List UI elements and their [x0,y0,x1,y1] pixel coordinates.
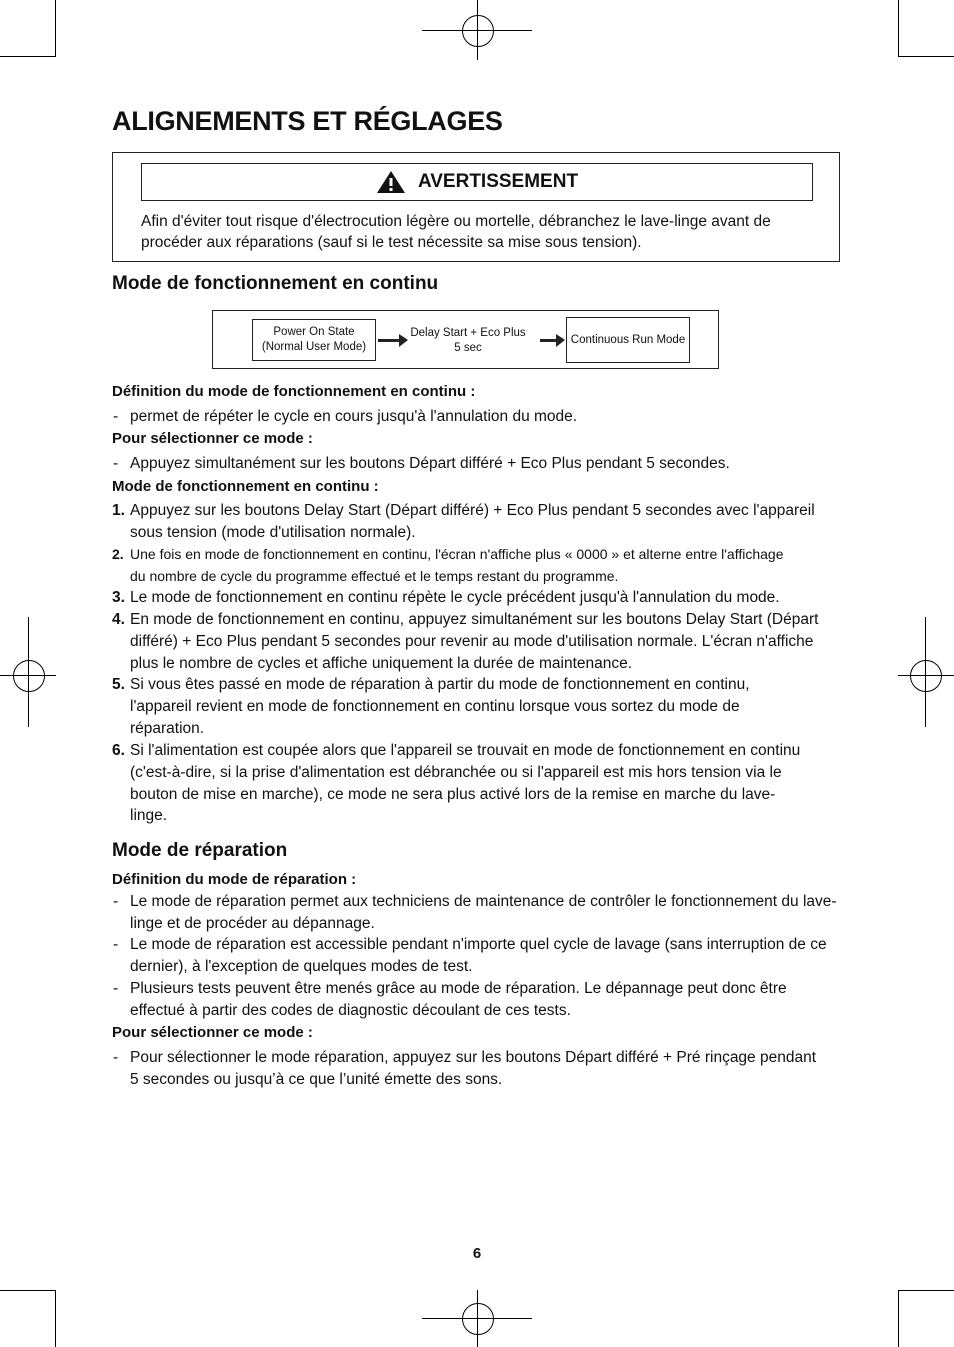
warning-header [141,163,813,201]
crop-mark [55,1290,56,1347]
step-item: 6. Si l'alimentation est coupée alors que l'appareil se trouvait en mode de fonctionnement en continu (c'est-à-dire, si la prise d'alimentation est débranchée ou si l'appareil est mis hors tension via le bouton de mise en marche), ce mode ne sera plus activé lors de la remise en marche du lave-linge. [112,742,801,825]
crop-mark [898,1290,954,1291]
step-item: 3. Le mode de fonctionnement en continu répète le cycle précédent jusqu'à l'annulation du mode. [112,589,780,606]
warning-box [112,152,840,262]
flow-arrow [378,339,400,342]
list-item: - Appuyez simultanément sur les boutons Départ différé + Eco Plus pendant 5 secondes. [112,453,842,475]
crop-mark [898,1290,899,1347]
flow-arrow [540,339,557,342]
section-heading-repair: Mode de réparation [112,840,288,861]
registration-circle [462,15,494,47]
crop-mark [55,0,56,57]
step-item: 2. Une fois en mode de fonctionnement en continu, l'écran n'affiche plus « 0000 » et alterne entre l'affichage du nombre de cycle du programme effectué et le temps restant du programme. [112,546,784,584]
select-label: Pour sélectionner ce mode : [112,430,313,447]
warning-text: Afin d'éviter tout risque d'électrocution légère ou mortelle, débranchez le lave-linge avant de procéder aux réparations (sauf si le test nécessite sa mise sous tension). [141,213,771,251]
registration-circle [13,660,45,692]
list-item: - Le mode de réparation est accessible pendant n'importe quel cycle de lavage (sans interruption de ce dernier), à l'exception de quelques modes de test. [112,934,842,978]
flow-diagram [212,310,719,369]
page-number: 6 [472,1245,482,1262]
crop-mark [0,1290,56,1291]
registration-circle [462,1303,494,1335]
list-item: - permet de répéter le cycle en cours jusqu'à l'annulation du mode. [112,406,842,428]
warning-label: AVERTISSEMENT [417,171,579,192]
list-item: - Pour sélectionner le mode réparation, appuyez sur les boutons Départ différé + Pré rinçage pendant 5 secondes ou jusqu’à ce que l’unité émette des sons. [112,1047,822,1091]
list-item: - Plusieurs tests peuvent être menés grâce au mode de réparation. Le dépannage peut donc être effectué à partir des codes de diagnostic découlant de ces tests. [112,978,842,1022]
select-label: Pour sélectionner ce mode : [112,1024,313,1041]
warning-icon [376,170,406,194]
flow-action: Delay Start + Eco Plus 5 sec [410,327,526,354]
page-title: ALIGNEMENTS ET RÉGLAGES [112,106,503,136]
step-item: 5. Si vous êtes passé en mode de réparation à partir du mode de fonctionnement en continu, l'appareil revient en mode de fonctionnement en continu lorsque vous sortez du mode de réparation. [112,676,750,737]
definition-label: Définition du mode de réparation : [112,871,357,888]
flow-state-power-on: Power On State (Normal User Mode) [252,319,376,361]
registration-circle [910,660,942,692]
flow-state-continuous: Continuous Run Mode [566,317,690,363]
crop-mark [898,56,954,57]
crop-mark [0,56,56,57]
list-item: - Le mode de réparation permet aux techniciens de maintenance de contrôler le fonctionnement du lave-linge et de procéder au dépannage. [112,891,842,935]
definition-label: Définition du mode de fonctionnement en continu : [112,383,476,400]
section-heading-continuous: Mode de fonctionnement en continu [112,273,439,294]
steps-label: Mode de fonctionnement en continu : [112,478,379,495]
crop-mark [898,0,899,57]
step-item: 4. En mode de fonctionnement en continu, appuyez simultanément sur les boutons Delay Start (Départ différé) + Eco Plus pendant 5 secondes pour revenir au mode d'utilisation normale. L'écran n'affiche plus le nombre de cycles et affiche uniquement la durée de maintenance. [112,611,819,672]
step-item: 1. Appuyez sur les boutons Delay Start (Départ différé) + Eco Plus pendant 5 secondes avec l'appareil sous tension (mode d'utilisation normale). [112,502,815,541]
